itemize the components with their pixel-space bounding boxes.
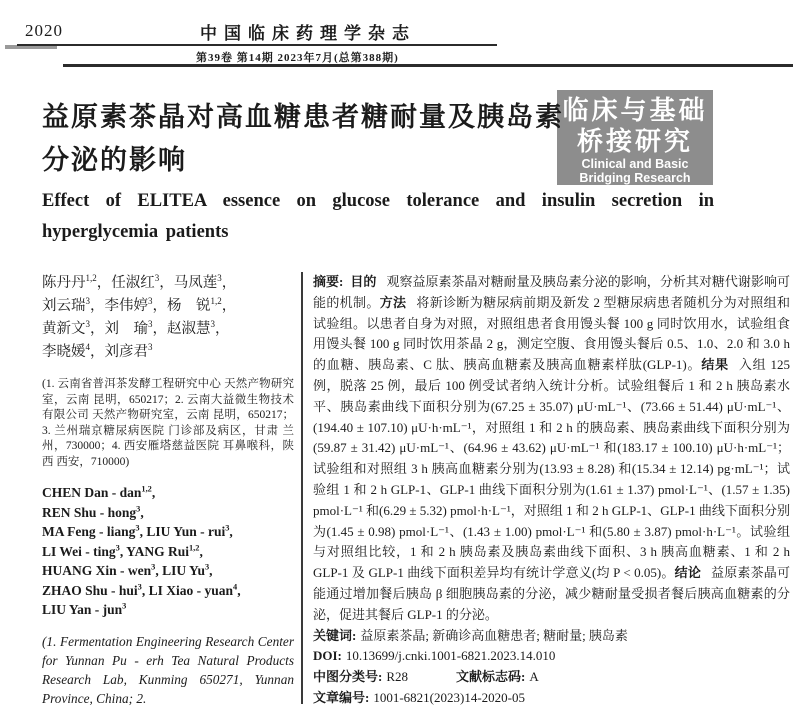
article-no-label: 文章编号:: [313, 689, 370, 705]
article-title-en: Effect of ELITEA essence on glucose tolerance and insulin secretion in hyperglycemia patients: [42, 191, 714, 242]
doi-value: 10.13699/j.cnki.1001-6821.2023.14.010: [345, 648, 556, 664]
author-line-zh: 黄新文$^3$，刘 瑜$^3$，赵淑慧$^3$，: [42, 319, 230, 337]
doc-code-value: A: [529, 669, 539, 685]
article-title-zh: [42, 96, 582, 182]
results-text: 入组 125 例，脱落 25 例，最后 100 例受试者纳入统计分析。试验组餐后 1 和 2 h 胰岛素水平、胰岛素曲线下面积分别为(67.25 ± 35.07) μU·mL⁻¹、(73.66 ± 51.44) μU·mL⁻¹、(194.40 ± 107.10) μU·h·mL⁻¹，对照组 1 和 2 h 的胰岛素、胰岛素曲线下面积分别为(59.87 ± 31.42) μU·mL⁻¹、(64.96 ± 43.62) μU·mL⁻¹ 和(183.17 ± 100.10) μU·h·mL⁻¹；试验组和对照组 3 h 胰高血糖素分别为(13.93 ± 8.28) 和(15.34 ± 12.14) pg·mL⁻¹；试验组 1 和 2 h GLP-1、GLP-1 曲线下面积分别为(1.61 ± 1.37) pmol·L⁻¹、(1.57 ± 1.35) pmol·L⁻¹ 和(6.29 ± 5.32) pmol·h·L⁻¹，对照组 1 和 2 h GLP-1、GLP-1 曲线下面积分别为(1.45 ± 0.98) pmol·L⁻¹、(1.43 ± 1.00) pmol·L⁻¹ 和(5.80 ± 3.87) pmol·h·L⁻¹。试验组与对照组比较，1 和 2 h 胰岛素及胰岛素曲线下面积、3 h 胰高血糖素、1 和 2 h GLP-1 及 GLP-1 曲线下面积差异均有统计学意义(均 P < 0.05)。: [313, 357, 790, 581]
conclusion-label: 结论: [674, 565, 702, 581]
objective-label: 目的: [350, 274, 377, 289]
keywords-label: 关键词:: [313, 627, 357, 643]
author-line-zh: 刘云瑞$^3$，李伟婷$^3$，杨 锐$^{1,2}$，: [42, 296, 237, 314]
abstract-paragraph: [313, 272, 790, 626]
doi-label: DOI:: [313, 648, 342, 664]
article-title-zh-line2: 分泌的影响: [42, 145, 187, 175]
badge-title-zh-line2: 桥接研究: [576, 127, 693, 156]
left-column: [42, 272, 294, 708]
author-line-en: ZHAO Shu - hui$^3$, LI Xiao - yuan$^4$,: [42, 582, 241, 598]
author-line-zh: 李晓媛$^4$，刘彦君$^3$: [42, 342, 153, 360]
author-line-zh: 陈丹丹$^{1,2}$，任淑红$^3$，马凤莲$^3$，: [42, 273, 237, 291]
author-line-en: HUANG Xin - wen$^3$, LIU Yu$^3$,: [42, 562, 213, 578]
badge-title-en-line1: Clinical and Basic: [581, 157, 689, 171]
authors-zh: [42, 272, 294, 364]
clc-line: [313, 667, 790, 688]
article-title-zh-line1: 益原素茶晶对高血糖患者糖耐量及胰岛素: [42, 102, 564, 132]
clc-value: R28: [386, 669, 409, 685]
abstract-column: [313, 272, 790, 709]
issue-info: 第39卷 第14期 2023年7月(总第388期): [196, 52, 399, 64]
keywords-line: [313, 626, 790, 647]
article-no-value: 1001-6821(2023)14-2020-05: [373, 689, 525, 705]
clc-label: 中图分类号:: [313, 669, 383, 685]
author-line-en: MA Feng - liang$^3$, LIU Yun - rui$^3$,: [42, 523, 233, 539]
methods-label: 方法: [379, 294, 407, 310]
methods-text: 将新诊断为糖尿病前期及新发 2 型糖尿病患者随机分为对照组和试验组。以患者自身为对照，对照组患者食用馒头餐 100 g 同时饮用水，试验组食用馒头餐 100 g 同时饮用茶晶 2 g，测定空腹、食用馒头餐后 0.5、1.0、2.0 和 3.0 h 的血糖、胰岛素、C 肽、胰高血糖素及胰高血糖素样肽(GLP-1)。: [313, 294, 790, 373]
affiliation-zh: (1. 云南省普洱茶发酵工程研究中心 天然产物研究室，云南 昆明，650217；2. 云南大益微生物技术有限公司 天然产物研究室，云南 昆明，650217；3. 兰州瑞京糖尿病医院 门诊部及病区，甘肃 兰州，730000；4. 西安雁塔慈益医院 耳鼻喉科，陕西 西安，710000): [42, 378, 294, 468]
page-number: 2020: [25, 21, 63, 40]
conclusion-text: 益原素茶晶可能通过增加餐后胰岛 β 细胞胰岛素的分泌，减少糖耐量受损者餐后胰高血糖素的分泌，促进其餐后 GLP-1 的分泌。: [313, 565, 790, 622]
header-rule-thick: [63, 64, 793, 67]
badge-title-zh-line1: 临床与基础: [562, 96, 708, 125]
author-line-en: CHEN Dan - dan$^{1,2}$,: [42, 484, 156, 500]
author-line-en: LI Wei - ting$^3$, YANG Rui$^{1,2}$,: [42, 543, 203, 559]
badge-title-en-line2: Bridging Research: [579, 171, 691, 185]
column-divider: [301, 272, 303, 704]
affiliation-en: (1. Fermentation Engineering Research Center for Yunnan Pu - erh Tea Natural Products Research Lab, Kunming 650271, Yunnan Province, China; 2.: [42, 633, 294, 706]
author-line-en: REN Shu - hong$^3$,: [42, 504, 144, 520]
doc-code-label: 文献标志码:: [456, 669, 526, 685]
keywords-text: 益原素茶晶; 新确诊高血糖患者; 糖耐量; 胰岛素: [360, 627, 628, 643]
results-label: 结果: [701, 357, 729, 373]
header-rule-thin: [17, 44, 497, 46]
article-no-line: [313, 688, 790, 709]
authors-en: [42, 483, 294, 620]
doi-line: [313, 646, 790, 667]
objective-text: 观察益原素茶晶对糖耐量及胰岛素分泌的影响，分析其对糖代谢影响可能的机制。: [313, 274, 790, 310]
author-line-en: LIU Yan - jun$^3$: [42, 601, 127, 617]
journal-title: 中国临床药理学杂志: [200, 24, 416, 43]
abstract-label: 摘要:: [313, 274, 344, 289]
